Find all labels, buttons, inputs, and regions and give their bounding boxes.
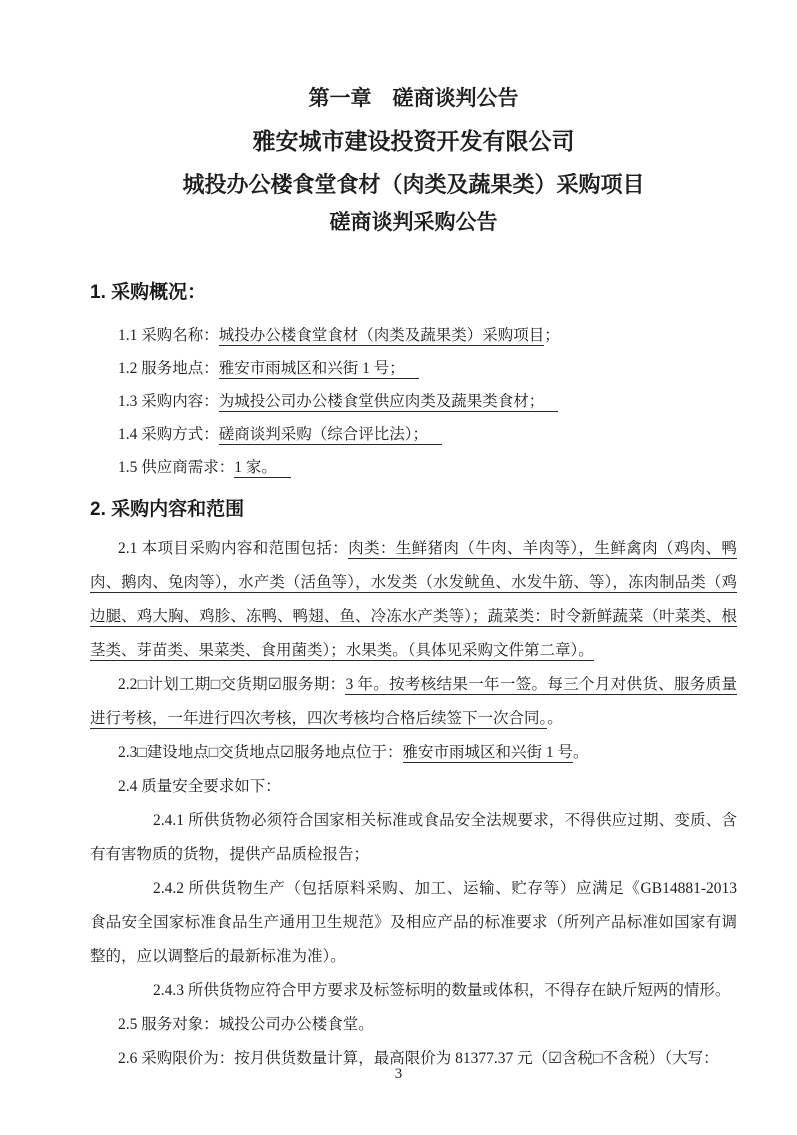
paragraph-2-4: 2.4 质量安全要求如下： — [118, 778, 281, 795]
overview-item — [90, 319, 737, 352]
page-number: 3 — [394, 1066, 403, 1082]
document-content — [90, 0, 737, 1076]
section-1-heading: 1. 采购概况： — [90, 282, 207, 303]
section-2-paragraphs — [90, 532, 737, 1076]
paragraph-2-1 — [90, 532, 737, 668]
overview-item-underlined-value: 1 家。 — [234, 459, 291, 478]
section-1-items — [90, 319, 737, 484]
paragraph-2-2-underlined-value: 3 年。按考核结果一年一签。每三个月对供货、服务质量进行考核，一年进行四次考核，四次考核均合格后续签下一次合同。 — [90, 676, 737, 727]
overview-item — [90, 418, 737, 451]
overview-item-underlined-value: 城投办公楼食堂食材（肉类及蔬果类）采购项目 — [218, 327, 545, 344]
company-title: 雅安城市建设投资开发有限公司 — [252, 128, 575, 154]
paragraph-2-4-3: 2.4.3 所供货物应符合甲方要求及标签标明的数量或体积，不得存在缺斤短两的情形。 — [153, 982, 731, 999]
overview-item-underlined-value: 雅安市雨城区和兴街 1 号； — [219, 360, 419, 379]
paragraph-2-2-prefix: 2.2□计划工期□交货期☑服务期： — [118, 676, 346, 693]
overview-item — [90, 451, 737, 484]
overview-item-label: 1.4 采购方式： — [118, 426, 219, 443]
paragraph-2-2-suffix: 。 — [547, 710, 563, 727]
overview-item-label: 1.5 供应商需求： — [118, 459, 235, 476]
paragraph-2-4-1: 2.4.1 所供货物必须符合国家相关标准或食品安全法规要求，不得供应过期、变质、含有有害物质的货物，提供产品质检报告； — [90, 812, 737, 863]
paragraph-2-3-prefix: 2.3□建设地点□交货地点☑服务地点位于： — [118, 744, 403, 761]
paragraph-2-2 — [90, 668, 737, 736]
paragraph-2-3-suffix: 。 — [573, 744, 589, 761]
paragraph-2-4-2: 2.4.2 所供货物生产（包括原料采购、加工、运输、贮存等）应满足《GB14881-2013 食品安全国家标准食品生产通用卫生规范》及相应产品的标准要求（所列产品标准如国家有调整的，应以调整后的最新标准为准）。 — [90, 880, 737, 965]
overview-item-label: 1.1 采购名称： — [118, 327, 219, 344]
paragraph-2-1-underlined-value: 肉类：生鲜猪肉（牛肉、羊肉等），生鲜禽肉（鸡肉、鸭肉、鹅肉、兔肉等），水产类（活鱼等），水发类（水发鱿鱼、水发牛筋、等），冻肉制品类（鸡边腿、鸡大胸、鸡胗、冻鸭、鸭翅、鱼、冷冻水产类等）；蔬菜类：时令新鲜蔬菜（叶菜类、根茎类、芽苗类、果菜类、食用菌类）；水果类。（具体见采购文件第二章）。 — [90, 540, 737, 659]
paragraph-2-5: 2.5 服务对象：城投公司办公楼食堂。 — [118, 1016, 374, 1033]
overview-item-label: 1.2 服务地点： — [118, 360, 219, 377]
paragraph-2-3 — [90, 736, 737, 770]
overview-item-underlined-value: 磋商谈判采购（综合评比法）； — [219, 426, 442, 445]
overview-item-underlined-value: 为城投公司办公楼食堂供应肉类及蔬果类食材； — [219, 393, 559, 412]
paragraph-2-6: 2.6 采购限价为：按月供货数量计算，最高限价为 81377.37 元（☑含税□不含税）（大写： — [118, 1050, 719, 1067]
announcement-title: 磋商谈判采购公告 — [329, 211, 498, 234]
overview-item — [90, 352, 737, 385]
chapter-title: 第一章 磋商谈判公告 — [308, 87, 519, 110]
overview-item-suffix: ； — [544, 327, 560, 344]
paragraph-2-1-prefix: 2.1 本项目采购内容和范围包括： — [118, 540, 349, 557]
overview-item-label: 1.3 采购内容： — [118, 393, 219, 410]
overview-item — [90, 385, 737, 418]
paragraph-2-3-underlined-value: 雅安市雨城区和兴街 1 号 — [402, 744, 574, 761]
section-2-heading: 2. 采购内容和范围 — [90, 499, 245, 520]
project-title: 城投办公楼食堂食材（肉类及蔬果类）采购项目 — [182, 172, 645, 197]
title-block — [90, 0, 737, 238]
